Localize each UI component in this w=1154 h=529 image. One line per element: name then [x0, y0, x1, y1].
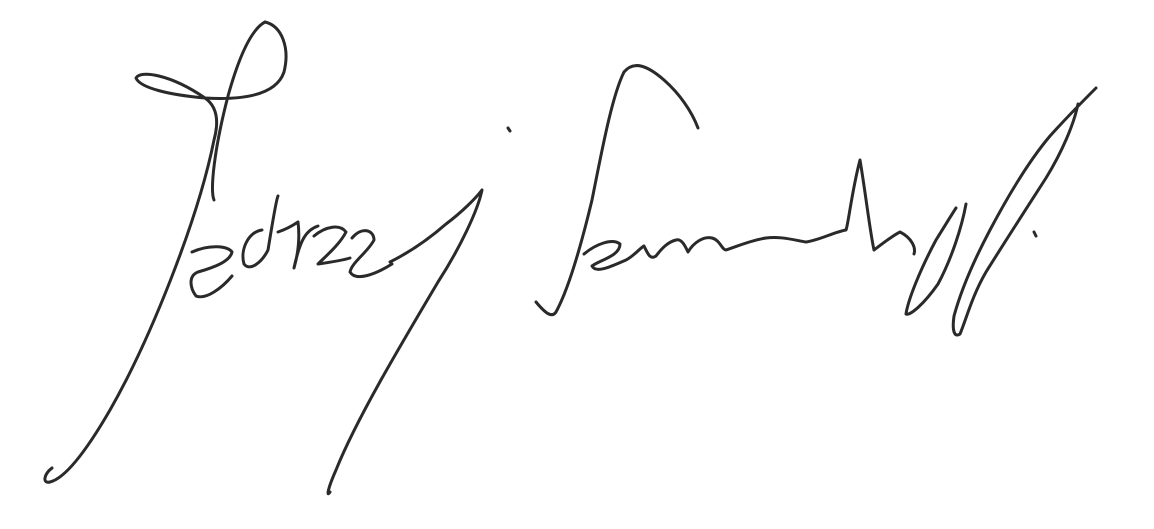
stroke-z — [314, 227, 350, 264]
stroke-final-flourish — [953, 88, 1096, 335]
stroke-s-cap — [536, 66, 698, 315]
stroke-end-dot — [1034, 232, 1036, 236]
stroke-e2 — [350, 231, 392, 277]
stroke-surname-body — [584, 160, 914, 269]
stroke-j-stem — [213, 22, 265, 200]
stroke-j2-dot — [508, 128, 510, 131]
stroke-d — [243, 196, 278, 267]
stroke-r — [278, 222, 318, 268]
stroke-j2 — [328, 190, 482, 494]
stroke-k-loop — [906, 204, 966, 314]
stroke-j-loop — [45, 22, 286, 482]
stroke-e — [191, 247, 232, 297]
